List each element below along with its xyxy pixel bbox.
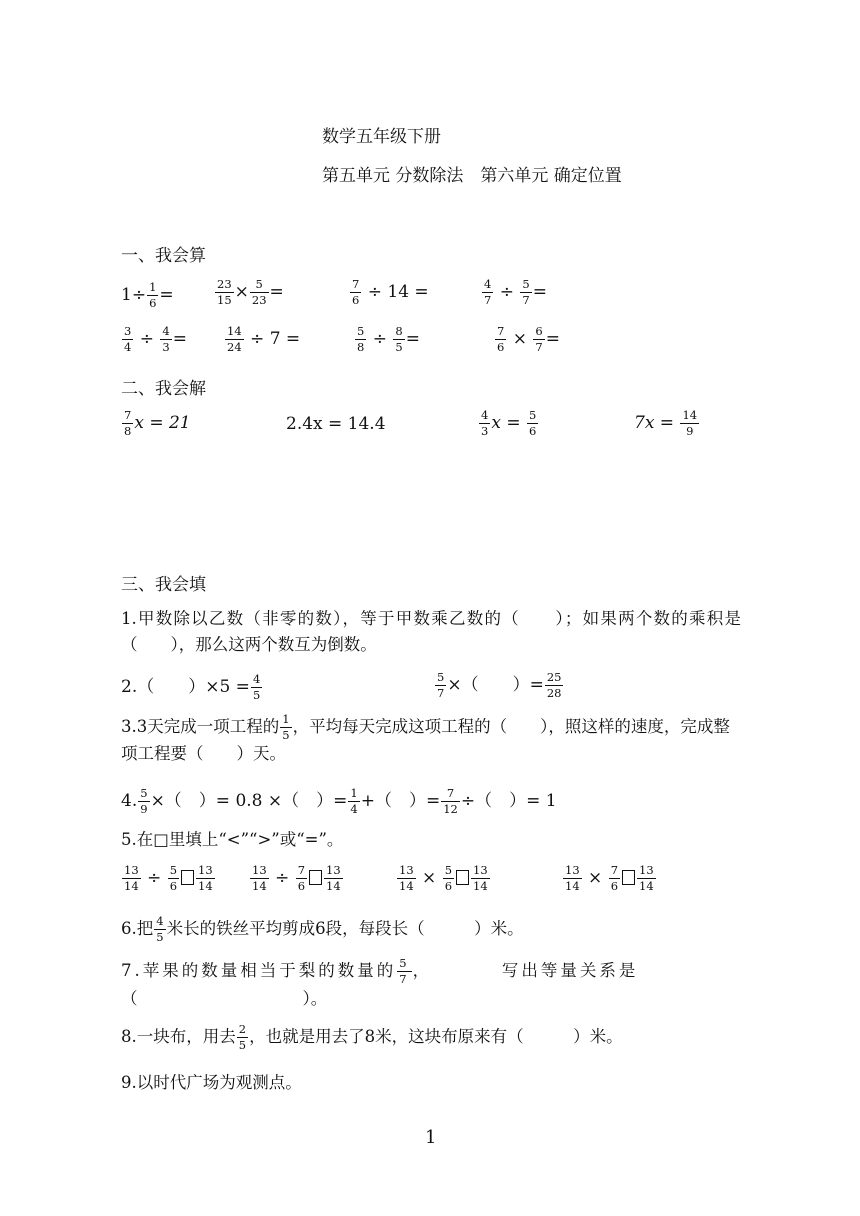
equation-2: 2.4x = 14.4 <box>286 414 386 434</box>
page-number: 1 <box>425 1127 437 1148</box>
question-7: 7.苹果的数量相当于梨的数量的 $\frac{5}{7}$ ， 写出等量关系是 <box>121 956 639 986</box>
question-6: 6.把 $\frac{4}{5}$ 米长的铁丝平均剪成6段，每段长（ ）米。 <box>121 914 524 944</box>
question-4: 4. $\frac{5}{9}$ ×（ ）= 0.8 ×（ ）= $\frac{1}{4}$ +（ ）= $\frac{7}{12}$ ÷（ ）= 1 <box>121 786 557 816</box>
answer-box[interactable] <box>622 870 635 885</box>
calc-problem-5: $\frac{3}{4}$ ÷ $\frac{4}{3}$ = <box>124 324 187 354</box>
calc-problem-1: 1÷ $\frac{1}{6}$ = <box>121 280 174 310</box>
question-7-answer-line: （ ）。 <box>121 989 328 1008</box>
page-subtitle: 第五单元 分数除法 第六单元 确定位置 <box>322 166 622 186</box>
question-2a: 2.（ ）×5 = $\frac{4}{5}$ <box>121 672 261 702</box>
equation-1: $\frac{7}{8}$ x = 21 <box>124 408 191 438</box>
question-3: 3.3天完成一项工程的 $\frac{1}{5}$ ，平均每天完成这项工程的（ ），照这样的速度，完成整项工程要（ ）天。 <box>121 712 730 763</box>
compare-item-2: $\frac{13}{14}$ ÷ $\frac{7}{6}$ $\frac{13}{14}$ <box>252 863 341 893</box>
section-heading-calculate: 一、我会算 <box>121 246 206 266</box>
calc-problem-8: $\frac{7}{6}$ × $\frac{6}{7}$ = <box>497 324 560 354</box>
section-heading-fill: 三、我会填 <box>121 575 206 595</box>
compare-item-1: $\frac{13}{14}$ ÷ $\frac{5}{6}$ $\frac{13}{14}$ <box>124 863 213 893</box>
compare-item-3: $\frac{13}{14}$ × $\frac{5}{6}$ $\frac{13}{14}$ <box>399 863 488 893</box>
compare-item-4: $\frac{13}{14}$ × $\frac{7}{6}$ $\frac{13}{14}$ <box>565 863 654 893</box>
question-9: 9.以时代广场为观测点。 <box>121 1073 302 1092</box>
question-2b: $\frac{5}{7}$ ×（ ）= $\frac{25}{28}$ <box>437 670 562 700</box>
calc-problem-2: $\frac{23}{15}$ × $\frac{5}{23}$ = <box>217 277 284 307</box>
answer-box[interactable] <box>456 870 469 885</box>
calc-problem-3: $\frac{7}{6}$ ÷ 14 = <box>352 277 429 307</box>
calc-problem-4: $\frac{4}{7}$ ÷ $\frac{5}{7}$ = <box>484 277 547 307</box>
calc-problem-6: $\frac{14}{24}$ ÷ 7 = <box>227 324 301 354</box>
calc-problem-7: $\frac{5}{8}$ ÷ $\frac{8}{5}$ = <box>357 324 420 354</box>
question-8: 8.一块布，用去 $\frac{2}{5}$ ，也就是用去了8米，这块布原来有（ ）米。 <box>121 1022 623 1052</box>
question-1: 1.甲数除以乙数（非零的数），等于甲数乘乙数的（ ）；如果两个数的乘积是（ ），那么这两个数互为倒数。 <box>121 609 741 654</box>
question-5: 5.在□里填上“<”“>”或“=”。 <box>121 830 344 849</box>
section-heading-solve: 二、我会解 <box>121 379 206 399</box>
answer-box[interactable] <box>181 870 194 885</box>
page-title: 数学五年级下册 <box>322 127 441 147</box>
equation-3: $\frac{4}{3}$ x = $\frac{5}{6}$ <box>481 408 537 438</box>
equation-4: 7x = $\frac{14}{9}$ <box>634 408 698 438</box>
answer-box[interactable] <box>309 870 322 885</box>
